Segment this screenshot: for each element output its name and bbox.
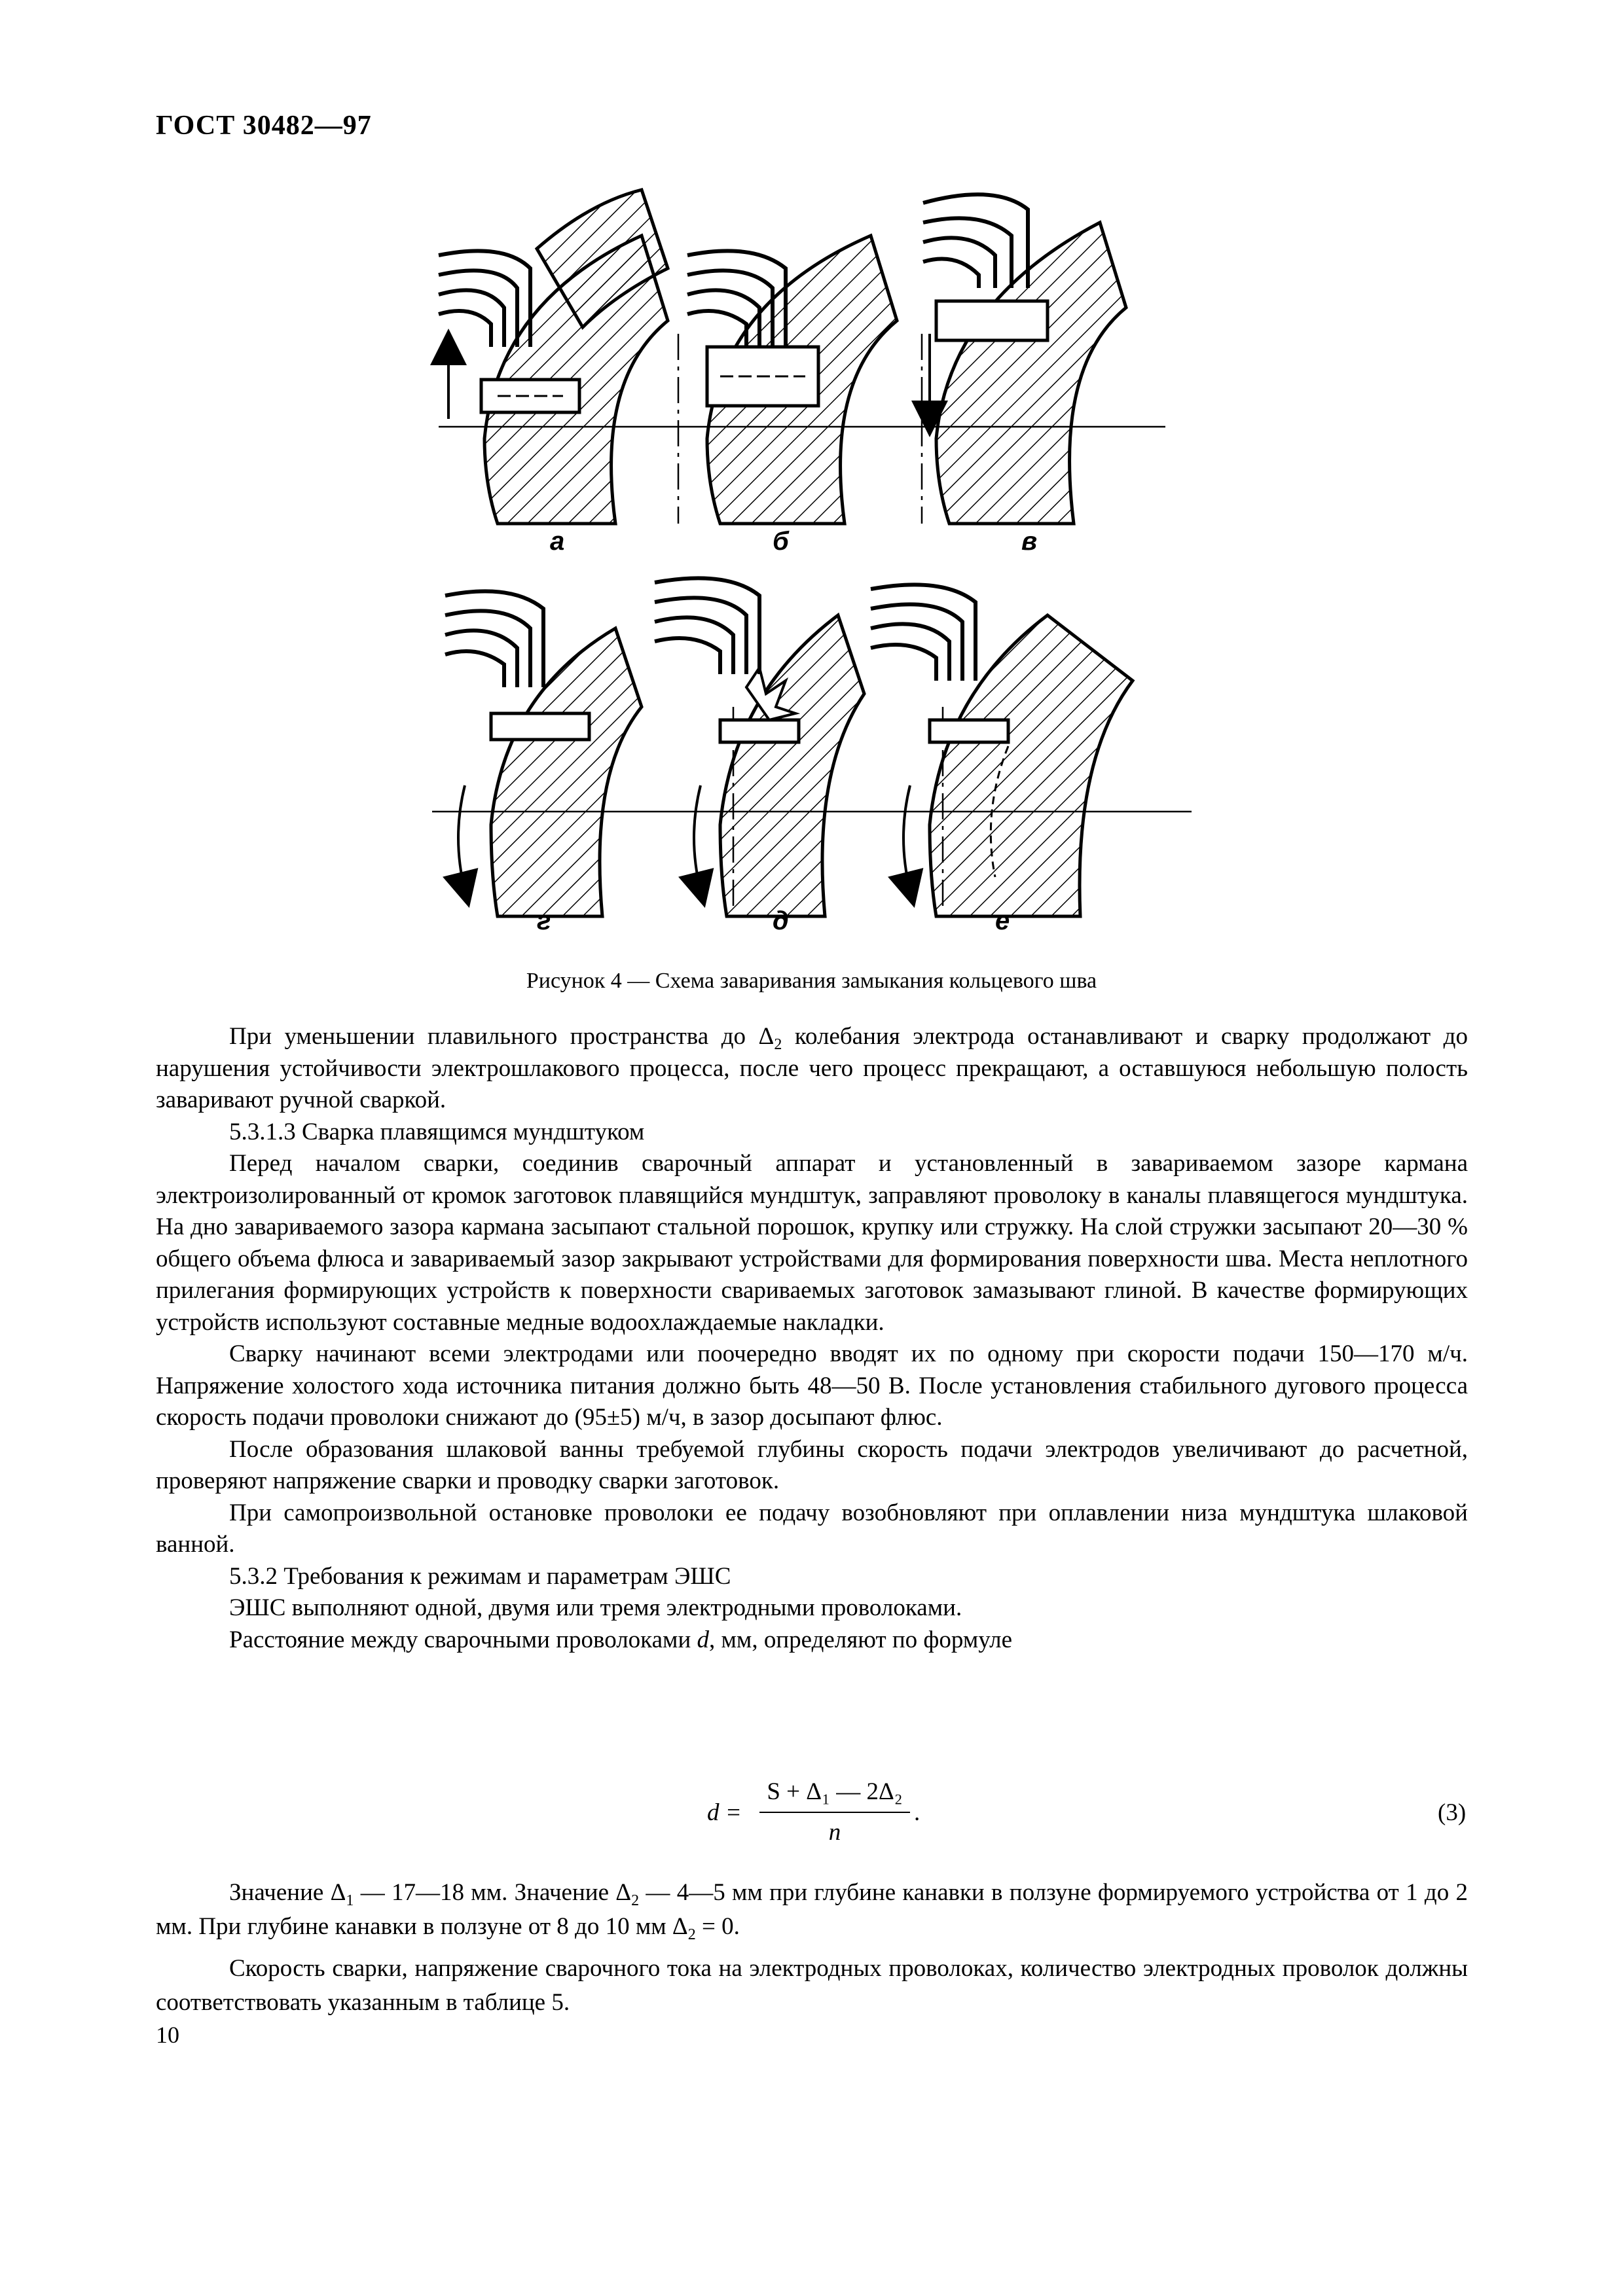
formula-numerator: S + Δ₁ — 2Δ₂ (767, 1778, 903, 1805)
formula-lhs: d = (707, 1799, 742, 1826)
paragraph-4: После образования шлаковой ванны требуемой глубины скорость подачи электродов увеличивают до расчетной, проверяют напряжение сварки и проводку сварки заготовок. (156, 1435, 1468, 1494)
panel-e-drawing (655, 578, 864, 916)
panel-b-drawing (687, 236, 897, 524)
figure-4 (419, 183, 1218, 956)
document-header: ГОСТ 30482—97 (156, 111, 372, 141)
formula-denominator: n (828, 1819, 841, 1846)
formula-3 (0, 1778, 1623, 1850)
panel-label-f: е (995, 906, 1010, 935)
formula-fraction-bar (759, 1812, 910, 1813)
body-text (156, 1021, 1468, 1656)
section-5-3-2-heading: 5.3.2 Требования к режимам и параметрам ЭШС (229, 1562, 731, 1590)
figure-schematic (419, 183, 1218, 956)
paragraph-5: При самопроизвольной остановке проволоки ее подачу возобновляют при оплавлении низа мундштука шлаковой ванной. (156, 1499, 1468, 1558)
body-text-2 (156, 1876, 1468, 2028)
panel-c-drawing (923, 194, 1126, 524)
paragraph-1: При уменьшении плавильного пространства до $\Delta_2$ колебания электрода останавливают и сварку продолжают до нарушения устойчивости электрошлакового процесса, после чего процесс прекращают, а оставшуюся небольшую полость заваривают ручной сваркой. (156, 1023, 1468, 1113)
panel-f-drawing (871, 584, 1133, 916)
paragraph-3: Сварку начинают всеми электродами или поочередно вводят их по одному при скорости подачи 150—170 м/ч. Напряжение холостого хода источника питания должно быть 48—50 В. После установления стабильного дугового процесса скорость подачи проволоки снижают до (95±5) м/ч, в зазор досыпают флюс. (156, 1340, 1468, 1431)
paragraph-8: Значение $\Delta_1$ — 17—18 мм. Значение $\Delta_2$ — 4—5 мм при глубине канавки в ползуне формируемого устройства от 1 до 2 мм. При глубине канавки в ползуне от 8 до 10 мм $\Delta_2 = 0$. (156, 1879, 1468, 1943)
panel-label-d: г (537, 906, 551, 935)
panel-label-a: а (550, 527, 565, 556)
panel-d-drawing (445, 591, 642, 916)
paragraph-6: ЭШС выполняют одной, двумя или тремя электродными проволоками. (229, 1594, 962, 1621)
panel-label-b: б (773, 527, 789, 556)
paragraph-9: Скорость сварки, напряжение сварочного тока на электродных проволоках, количество электродных проволок должны соответствовать указанным в таблице 5. (156, 1955, 1468, 2016)
section-5-3-1-3-heading: 5.3.1.3 Сварка плавящимся мундштуком (229, 1118, 645, 1145)
formula-trail: . (914, 1799, 921, 1826)
panel-label-c: в (1021, 527, 1038, 556)
formula-number: (3) (1438, 1799, 1467, 1826)
panel-a-drawing (439, 190, 668, 524)
paragraph-2: Перед началом сварки, соединив сварочный аппарат и установленный в завариваемом зазоре кармана электроизолированный от кромок заготовок плавящийся мундштук, заправляют проволоку в каналы плавящегося мундштука. На дно завариваемого зазора кармана засыпают стальной порошок, крупку или стружку. На слой стружки засыпают 20—30 % общего объема флюса и завариваемый зазор закрывают устройствами для формирования поверхности шва. Места неплотного прилегания формирующих устройств к поверхности свариваемых заготовок замазывают глиной. В качестве формирующих устройств используют составные медные водоохлаждаемые накладки. (156, 1150, 1468, 1336)
paragraph-7: Расстояние между сварочными проволоками d, мм, определяют по формуле (229, 1626, 1013, 1653)
panel-label-e: д (773, 906, 789, 935)
figure-caption: Рисунок 4 — Схема заваривания замыкания кольцевого шва (526, 969, 1097, 993)
page-number: 10 (156, 2022, 179, 2048)
